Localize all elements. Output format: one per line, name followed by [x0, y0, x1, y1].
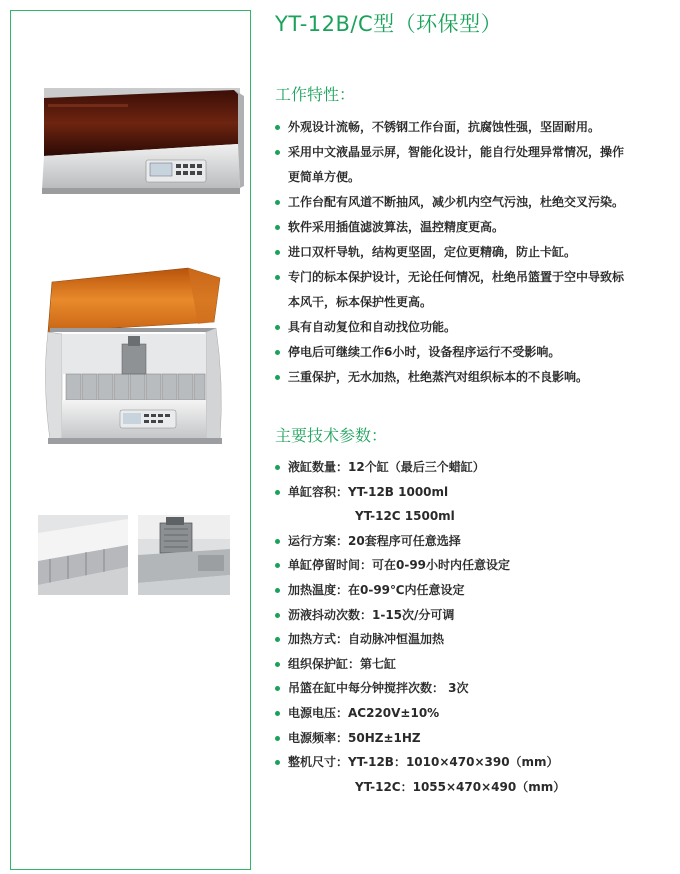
spec-text: 加热温度：在0-99℃内任意设定	[288, 582, 465, 597]
spec-item	[275, 627, 675, 652]
bullet-icon	[275, 760, 280, 765]
bullet-icon	[275, 375, 280, 380]
spec-item	[275, 455, 675, 480]
spec-text: YT-12C 1500ml	[355, 509, 455, 524]
feature-text: 停电后可继续工作6小时，设备程序运行不受影响。	[288, 345, 561, 359]
bullet-icon	[275, 613, 280, 618]
spec-text: 液缸数量：12个缸（最后三个蜡缸）	[288, 460, 485, 474]
specs-list	[275, 455, 675, 799]
bullet-icon	[275, 275, 280, 280]
spec-text: 整机尺寸：YT-12B：1010×470×390（mm）	[288, 755, 559, 770]
feature-item	[275, 190, 675, 215]
bullet-icon	[275, 539, 280, 544]
feature-item	[275, 315, 675, 340]
feature-text: 采用中文液晶显示屏，智能化设计，能自行处理异常情况，操作	[288, 145, 625, 159]
spec-item	[275, 750, 675, 775]
features-list	[275, 115, 675, 390]
bullet-icon	[275, 711, 280, 716]
spec-item	[275, 726, 675, 751]
bullet-icon	[275, 637, 280, 642]
bullet-icon	[275, 225, 280, 230]
spec-item	[275, 480, 675, 505]
feature-text: 外观设计流畅，不锈钢工作台面，抗腐蚀性强，坚固耐用。	[288, 120, 601, 134]
frame-top-line	[10, 10, 250, 11]
feature-text: 具有自动复位和自动找位功能。	[288, 320, 457, 334]
detail-photo-tanks	[38, 515, 128, 595]
spec-text: 沥液抖动次数：1-15次/分可调	[288, 607, 455, 622]
machine-photo-open	[38, 262, 246, 452]
spec-text: 单缸容积：YT-12B 1000ml	[288, 484, 449, 499]
bullet-icon	[275, 736, 280, 741]
feature-text: 专门的标本保护设计，无论任何情况，杜绝吊篮置于空中导致标	[288, 270, 625, 284]
spec-text: 单缸停留时间：可在0-99小时内任意设定	[288, 558, 511, 573]
bullet-icon	[275, 588, 280, 593]
feature-text: 三重保护，无水加热，杜绝蒸汽对组织标本的不良影响。	[288, 370, 589, 384]
feature-item	[275, 240, 675, 265]
bullet-icon	[275, 465, 280, 470]
detail-photo-basket	[138, 515, 230, 595]
frame-bottom-line	[10, 869, 250, 870]
spec-text: 加热方式：自动脉冲恒温加热	[288, 632, 445, 647]
bullet-icon	[275, 125, 280, 130]
frame-right-line	[250, 10, 251, 870]
spec-item	[275, 529, 675, 554]
feature-text: 进口双杆导轨，结构更坚固，定位更精确，防止卡缸。	[288, 245, 577, 259]
feature-item	[275, 340, 675, 365]
spec-item	[275, 603, 675, 628]
feature-item	[275, 140, 675, 190]
spec-text: 运行方案：20套程序可任意选择	[288, 533, 461, 548]
feature-text: 本风干，标本保护性更高。	[288, 295, 433, 309]
bullet-icon	[275, 686, 280, 691]
spec-item	[275, 652, 675, 677]
spec-text: YT-12C：1055×470×490（mm）	[355, 779, 566, 794]
spec-text: 电源电压：AC220V±10%	[288, 705, 440, 720]
spec-item	[275, 701, 675, 726]
spec-text: 吊篮在缸中每分钟搅拌次数： 3次	[288, 681, 469, 696]
frame-left-line	[10, 10, 11, 870]
bullet-icon	[275, 150, 280, 155]
spec-text: 电源频率：50HZ±1HZ	[288, 730, 421, 745]
specs-heading: 主要技术参数：	[275, 426, 388, 445]
spec-item	[275, 504, 675, 529]
feature-item	[275, 215, 675, 240]
machine-photo-closed	[38, 84, 246, 204]
bullet-icon	[275, 350, 280, 355]
spec-item	[275, 775, 675, 800]
bullet-icon	[275, 563, 280, 568]
feature-item	[275, 365, 675, 390]
feature-item	[275, 265, 675, 315]
spec-item	[275, 676, 675, 701]
spec-item	[275, 553, 675, 578]
bullet-icon	[275, 250, 280, 255]
bullet-icon	[275, 325, 280, 330]
feature-item	[275, 115, 675, 140]
feature-text: 工作台配有风道不断抽风，减少机内空气污浊，杜绝交叉污染。	[288, 195, 625, 209]
bullet-icon	[275, 200, 280, 205]
page-title: YT-12B/C型（环保型）	[275, 12, 503, 36]
feature-text: 更简单方便。	[288, 170, 361, 184]
features-heading: 工作特性：	[275, 85, 356, 104]
bullet-icon	[275, 490, 280, 495]
bullet-icon	[275, 662, 280, 667]
feature-text: 软件采用插值滤波算法，温控精度更高。	[288, 220, 505, 234]
spec-item	[275, 578, 675, 603]
spec-text: 组织保护缸：第七缸	[288, 656, 397, 671]
